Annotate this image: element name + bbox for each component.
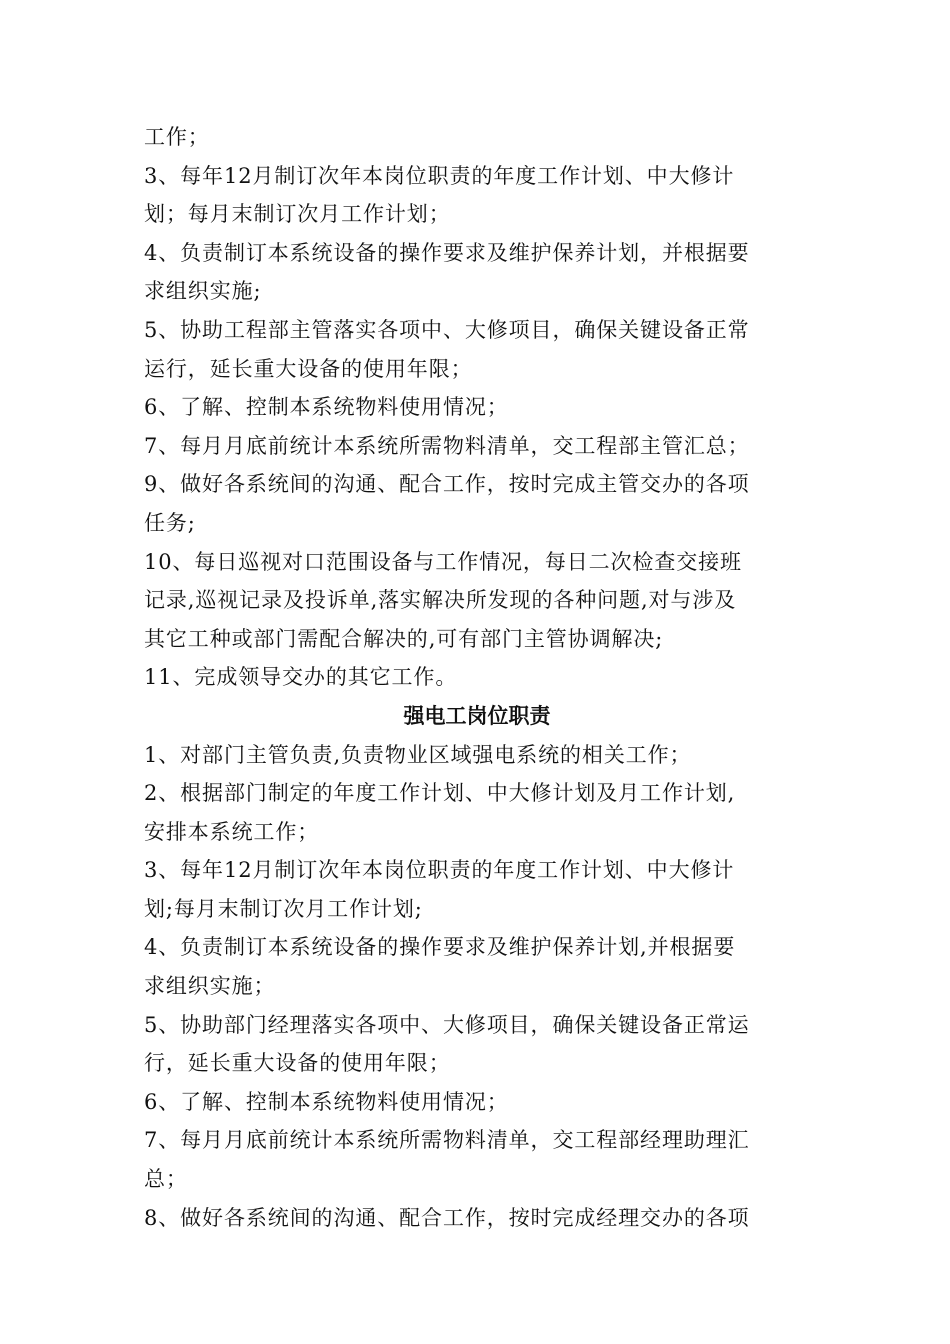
text-line: 求组织实施； bbox=[144, 974, 276, 999]
text-line: 7、每月月底前统计本系统所需物料清单，交工程部经理助理汇 bbox=[144, 1128, 750, 1153]
text-line: 6、了解、控制本系统物料使用情况； bbox=[144, 395, 509, 420]
text-line: 行，延长重大设备的使用年限； bbox=[144, 1051, 451, 1076]
text-line: 求组织实施; bbox=[144, 279, 262, 304]
text-line: 7、每月月底前统计本系统所需物料清单，交工程部主管汇总； bbox=[144, 433, 750, 458]
text-line: 3、每年12月制订次年本岗位职责的年度工作计划、中大修计 bbox=[144, 163, 735, 188]
document-body bbox=[144, 118, 810, 1237]
section-previous-duties bbox=[144, 118, 810, 697]
text-line: 10、每日巡视对口范围设备与工作情况，每日二次检查交接班 bbox=[144, 549, 742, 574]
section-title: 强电工岗位职责 bbox=[403, 703, 551, 728]
text-line: 4、负责制订本系统设备的操作要求及维护保养计划，并根据要 bbox=[144, 240, 750, 265]
text-line: 运行，延长重大设备的使用年限； bbox=[144, 356, 473, 381]
text-line: 划;每月末制订次月工作计划; bbox=[144, 896, 423, 921]
text-line: 11、完成领导交办的其它工作。 bbox=[144, 665, 458, 690]
text-line: 4、负责制订本系统设备的操作要求及维护保养计划,并根据要 bbox=[144, 935, 736, 960]
text-line: 记录,巡视记录及投诉单,落实解决所发现的各种问题,对与涉及 bbox=[144, 588, 737, 613]
text-line: 9、做好各系统间的沟通、配合工作，按时完成主管交办的各项 bbox=[144, 472, 750, 497]
text-line: 安排本系统工作； bbox=[144, 819, 320, 844]
text-line: 其它工种或部门需配合解决的,可有部门主管协调解决; bbox=[144, 626, 664, 651]
text-line: 工作； bbox=[144, 125, 210, 149]
text-line: 1、对部门主管负责,负责物业区域强电系统的相关工作； bbox=[144, 742, 692, 767]
text-line: 任务; bbox=[144, 510, 196, 535]
text-line: 总； bbox=[144, 1167, 188, 1192]
section-electrician-duties bbox=[144, 736, 810, 1238]
text-line: 8、做好各系统间的沟通、配合工作，按时完成经理交办的各项 bbox=[144, 1205, 750, 1230]
text-line: 5、协助部门经理落实各项中、大修项目，确保关键设备正常运 bbox=[144, 1012, 750, 1037]
text-line: 3、每年12月制订次年本岗位职责的年度工作计划、中大修计 bbox=[144, 858, 735, 883]
text-line: 2、根据部门制定的年度工作计划、中大修计划及月工作计划, bbox=[144, 781, 736, 806]
text-line: 划；每月末制订次月工作计划； bbox=[144, 202, 451, 227]
text-line: 5、协助工程部主管落实各项中、大修项目，确保关键设备正常 bbox=[144, 317, 750, 342]
text-line: 6、了解、控制本系统物料使用情况； bbox=[144, 1089, 509, 1114]
